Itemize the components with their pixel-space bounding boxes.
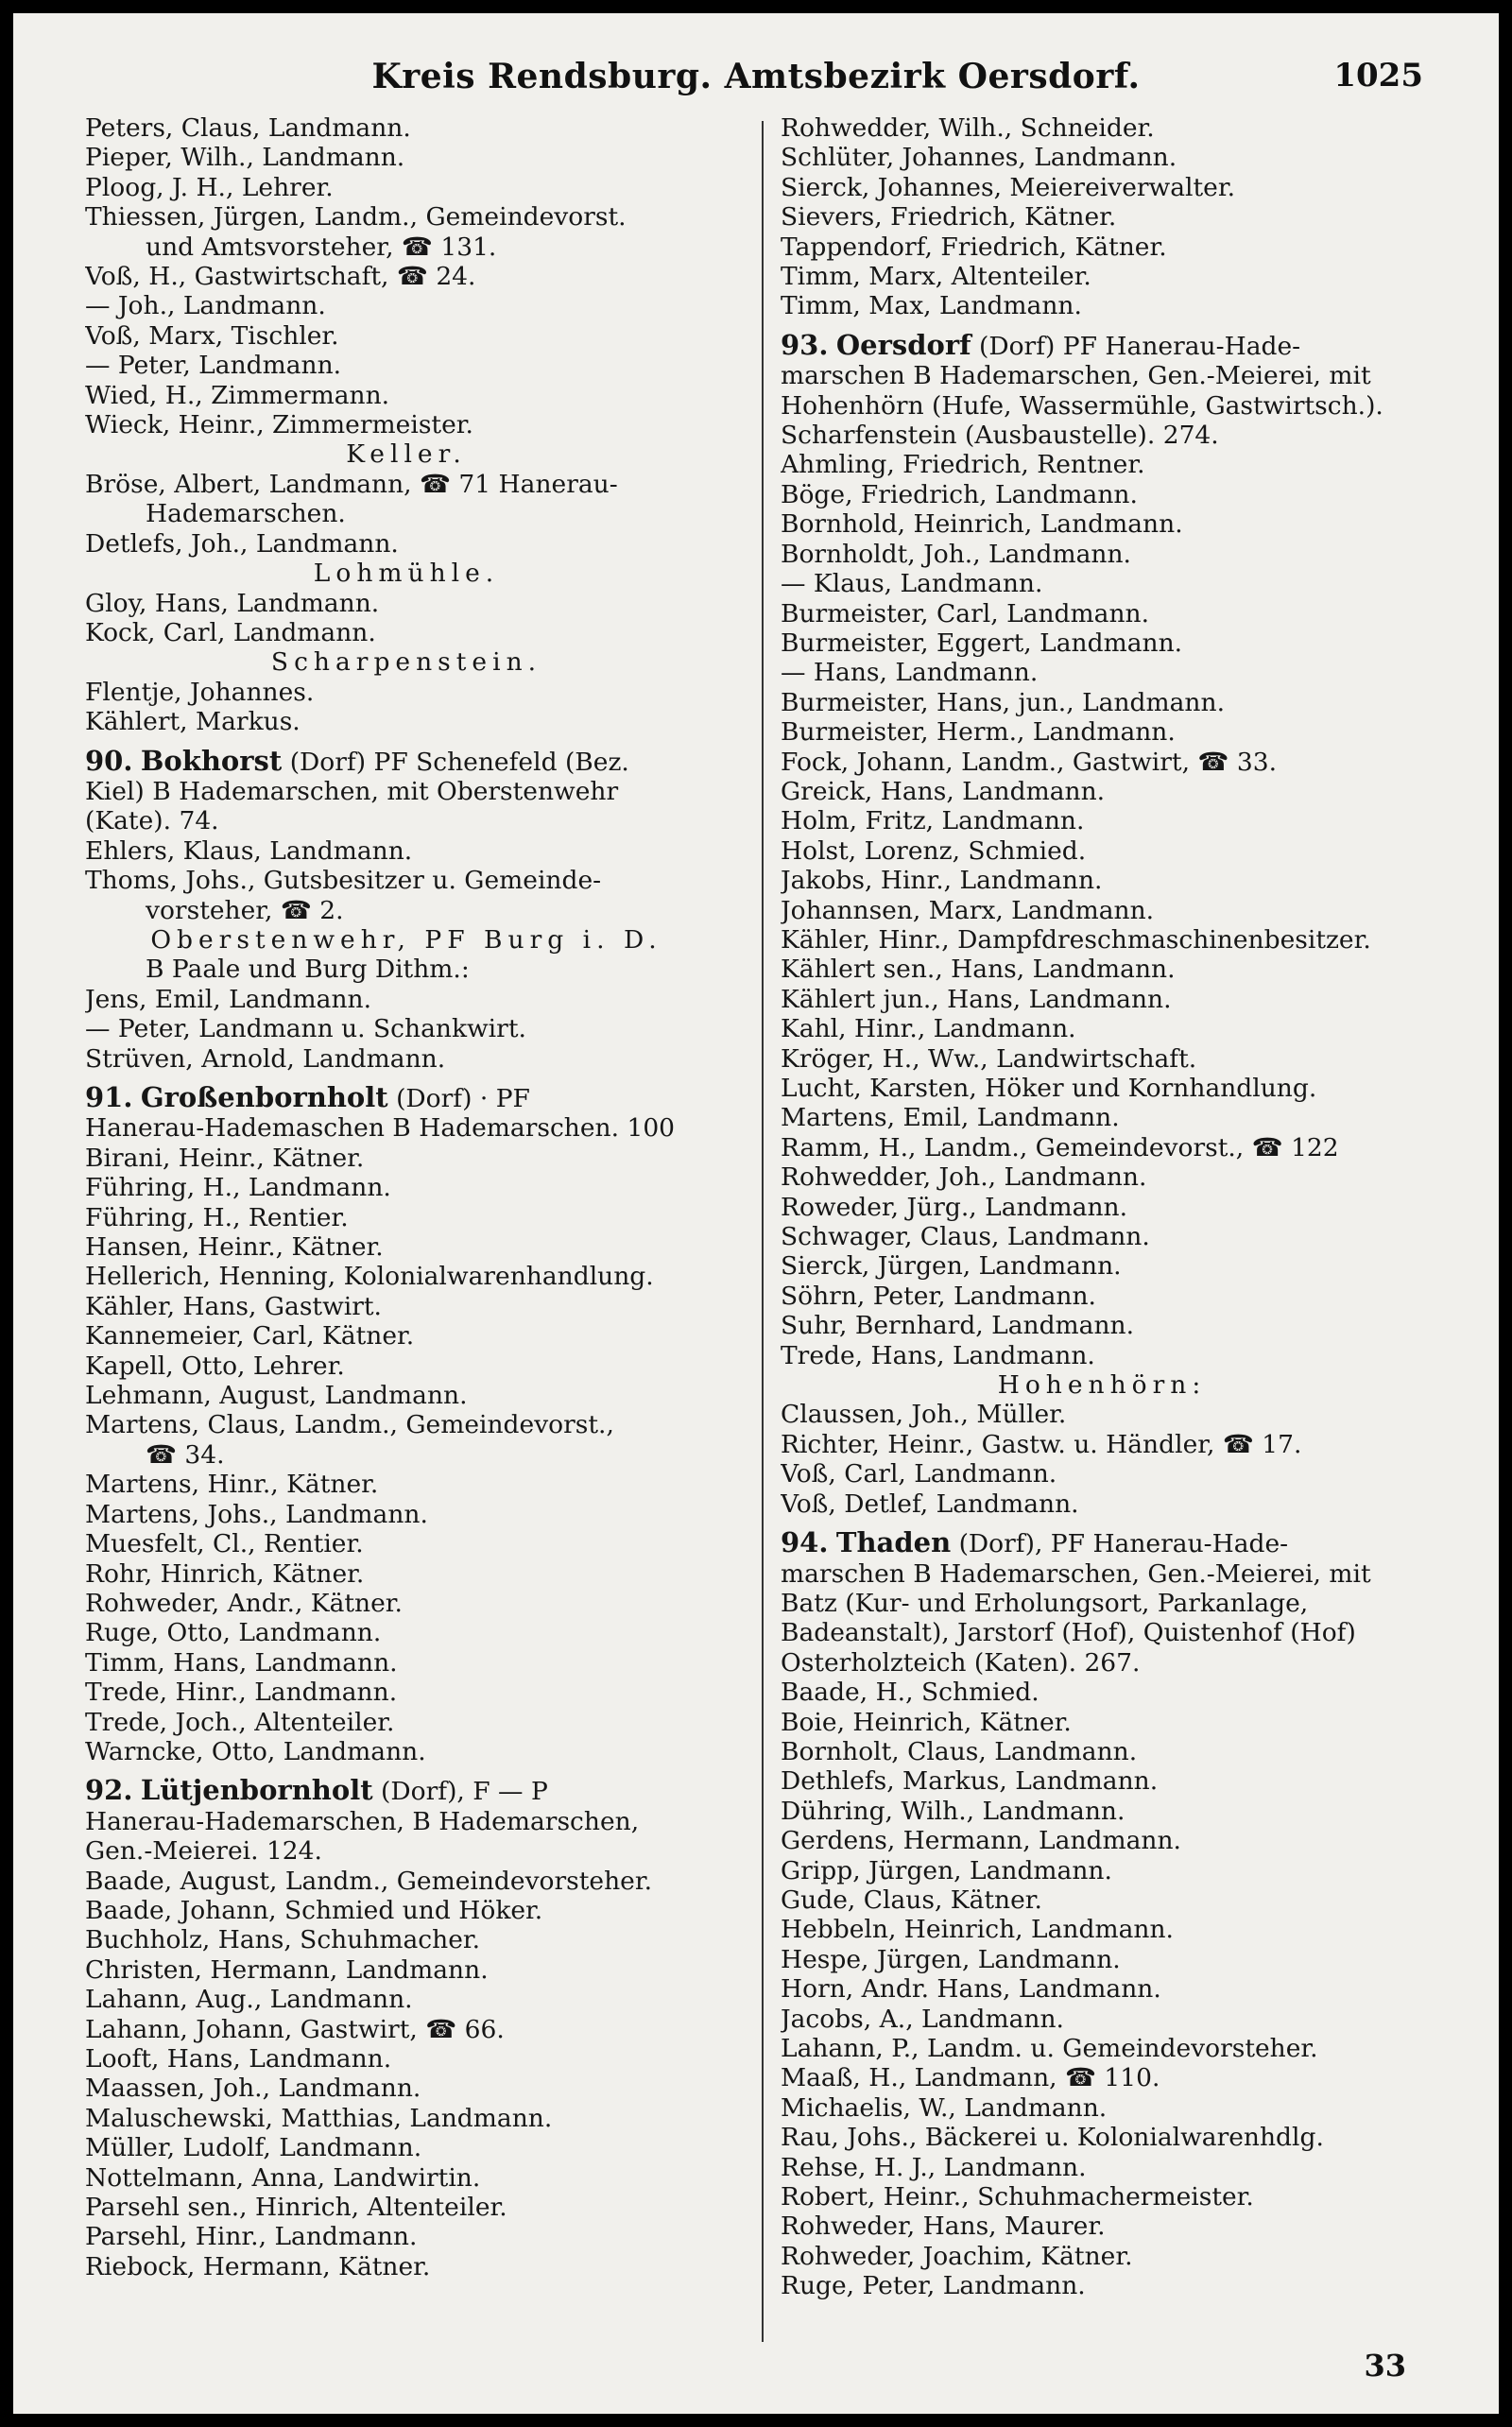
directory-entry: Lucht, Karsten, Höker und Kornhandlung. [781,1074,1317,1103]
directory-entry: Voß, Detlef, Landmann. [781,1489,1079,1519]
directory-entry: Müller, Ludolf, Landmann. [85,2133,422,2163]
directory-entry: Bornholt, Claus, Landmann. [781,1736,1138,1766]
locality-details: (Dorf), PF Hanerau-Hade- [951,1529,1289,1559]
entry-continuation: und Amtsvorsteher, ☎ 131. [146,232,497,262]
directory-entry: Boie, Heinrich, Kätner. [781,1707,1072,1737]
directory-entry: Hansen, Heinr., Kätner. [85,1232,384,1263]
directory-entry: Lahann, Aug., Landmann. [85,1985,413,2015]
directory-entry: Bröse, Albert, Landmann, ☎ 71 Hanerau- [85,469,618,499]
directory-entry: Baade, H., Schmied. [781,1678,1040,1708]
directory-entry: Gerdens, Hermann, Landmann. [781,1826,1181,1856]
directory-entry: Lahann, P., Landm. u. Gemeindevorsteher. [781,2034,1318,2063]
locality-name: Großenbornholt [140,1083,388,1113]
directory-entry: Führing, H., Landmann. [85,1173,391,1203]
directory-entry: Ehlers, Klaus, Landmann. [85,835,413,866]
locality-details: (Dorf) · PF [387,1084,530,1113]
directory-entry: Baade, August, Landm., Gemeindevorsteher. [85,1866,653,1896]
directory-entry: Kählert jun., Hans, Landmann. [781,984,1172,1014]
directory-entry: Burmeister, Hans, jun., Landmann. [781,687,1225,717]
directory-entry: Ploog, J. H., Lehrer. [85,172,334,202]
locality-number: 92. [85,1776,133,1807]
directory-entry: Voß, Carl, Landmann. [781,1459,1057,1489]
locality-name: Lütjenbornholt [140,1776,373,1807]
directory-entry: Birani, Heinr., Kätner. [85,1143,365,1173]
directory-entry: Kahl, Hinr., Landmann. [781,1014,1076,1044]
directory-entry: Timm, Marx, Altenteiler. [781,262,1091,292]
directory-entry: Warncke, Otto, Landmann. [85,1736,426,1766]
directory-entry: Looft, Hans, Landmann. [85,2044,392,2074]
directory-entry: Pieper, Wilh., Landmann. [85,143,405,173]
directory-entry: Maaß, H., Landmann, ☎ 110. [781,2063,1160,2093]
directory-entry: Martens, Johs., Landmann. [85,1499,428,1529]
directory-entry: Fock, Johann, Landm., Gastwirt, ☎ 33. [781,747,1278,777]
directory-entry: Kannemeier, Carl, Kätner. [85,1321,415,1351]
directory-entry: Christen, Hermann, Landmann. [85,1954,489,1985]
sub-locality-heading: Oberstenwehr, PF Burg i. D. [150,924,662,955]
directory-entry: Sievers, Friedrich, Kätner. [781,202,1117,232]
directory-entry: Martens, Hinr., Kätner. [85,1470,379,1500]
locality-details: (Dorf), F — P [372,1777,548,1807]
locality-heading [85,747,728,777]
directory-entry: Ruge, Peter, Landmann. [781,2271,1086,2301]
locality-name: Oersdorf [835,330,971,361]
directory-entry: Hebbeln, Heinrich, Landmann. [781,1915,1174,1945]
directory-entry: Maluschewski, Matthias, Landmann. [85,2103,553,2133]
directory-entry: Burmeister, Eggert, Landmann. [781,628,1183,658]
directory-entry: Peters, Claus, Landmann. [85,113,411,143]
directory-entry: — Peter, Landmann u. Schankwirt. [85,1014,526,1044]
entry-continuation: B Paale und Burg Dithm.: [146,955,470,985]
directory-entry: Bornholdt, Joh., Landmann. [781,539,1131,569]
locality-number: 90. [85,746,133,777]
sub-locality-heading: Hohenhörn: [997,1370,1207,1401]
directory-entry: (Kate). 74. [85,806,219,836]
directory-entry: Horn, Andr. Hans, Landmann. [781,1974,1161,2005]
directory-entry: Martens, Emil, Landmann. [781,1103,1120,1133]
directory-entry: Muesfelt, Cl., Rentier. [85,1529,364,1559]
directory-entry: Sierck, Johannes, Meiereiverwalter. [781,172,1236,202]
locality-number: 94. [781,1528,829,1559]
page-title: Kreis Rendsburg. Amtsbezirk Oersdorf. [371,57,1141,96]
locality-number: 91. [85,1083,133,1113]
directory-entry: Bornhold, Heinrich, Landmann. [781,509,1183,540]
directory-entry: Sierck, Jürgen, Landmann. [781,1251,1122,1282]
directory-entry: Ramm, H., Landm., Gemeindevorst., ☎ 122 [781,1132,1339,1162]
locality-details: (Dorf) PF Schenefeld (Bez. [282,747,629,777]
directory-entry: Flentje, Johannes. [85,677,315,707]
column-divider [762,121,764,2342]
directory-entry: Hespe, Jürgen, Landmann. [781,1944,1121,1974]
directory-entry: Maassen, Joh., Landmann. [85,2074,421,2104]
directory-entry: Lehmann, August, Landmann. [85,1381,468,1411]
directory-entry: Thoms, Johs., Gutsbesitzer u. Gemeinde- [85,866,602,896]
directory-entry: Hanerau-Hademarschen, B Hademarschen, [85,1806,640,1836]
directory-entry: Kählert sen., Hans, Landmann. [781,955,1176,985]
directory-entry: Wied, H., Zimmermann. [85,380,390,410]
sheet-signature: 33 [1364,2348,1406,2384]
directory-entry: Parsehl, Hinr., Landmann. [85,2222,418,2252]
sub-locality-heading: Scharpenstein. [270,647,542,678]
directory-entry: Führing, H., Rentier. [85,1202,349,1232]
directory-entry: Claussen, Joh., Müller. [781,1400,1067,1430]
locality-number: 93. [781,330,829,361]
directory-entry: Lahann, Johann, Gastwirt, ☎ 66. [85,2014,505,2044]
directory-entry: Rohweder, Hans, Maurer. [781,2212,1106,2242]
directory-entry: Osterholzteich (Katen). 267. [781,1647,1141,1678]
right-column [781,113,1423,2301]
directory-entry: Parsehl sen., Hinrich, Altenteiler. [85,2193,507,2223]
locality-name: Bokhorst [140,746,283,777]
directory-entry: — Klaus, Landmann. [781,569,1043,599]
directory-entry: Tappendorf, Friedrich, Kätner. [781,232,1167,262]
page-header [89,57,1423,110]
directory-entry: Robert, Heinr., Schuhmachermeister. [781,2182,1254,2212]
directory-entry: Badeanstalt), Jarstorf (Hof), Quistenhof (Hof) [781,1618,1356,1648]
sub-locality-heading: Lohmühle. [313,559,500,589]
directory-entry: Kröger, H., Ww., Landwirtschaft. [781,1043,1197,1074]
directory-entry: Buchholz, Hans, Schuhmacher. [85,1925,481,1955]
directory-entry: Kähler, Hinr., Dampfdreschmaschinenbesitzer. [781,924,1371,955]
locality-heading [781,331,1423,361]
directory-entry: Strüven, Arnold, Landmann. [85,1043,446,1074]
directory-entry: — Hans, Landmann. [781,658,1039,688]
directory-page [13,13,1499,2414]
directory-entry: Rohr, Hinrich, Kätner. [85,1558,365,1589]
locality-name: Thaden [835,1528,952,1559]
directory-entry: Suhr, Bernhard, Landmann. [781,1311,1135,1341]
directory-entry: Kähler, Hans, Gastwirt. [85,1291,382,1321]
directory-entry: Voß, H., Gastwirtschaft, ☎ 24. [85,262,476,292]
directory-entry: Kock, Carl, Landmann. [85,617,376,647]
directory-entry: Rohweder, Joachim, Kätner. [781,2241,1133,2271]
directory-entry: Timm, Max, Landmann. [781,291,1082,321]
directory-entry: Richter, Heinr., Gastw. u. Händler, ☎ 17. [781,1429,1302,1459]
directory-entry: Hohenhörn (Hufe, Wassermühle, Gastwirtsch.). [781,390,1383,421]
directory-entry: — Peter, Landmann. [85,351,342,381]
directory-entry: Ruge, Otto, Landmann. [85,1618,382,1648]
directory-entry: Gloy, Hans, Landmann. [85,588,380,618]
left-column [85,113,728,2281]
directory-entry: — Joh., Landmann. [85,291,326,321]
directory-entry: Riebock, Hermann, Kätner. [85,2251,431,2281]
directory-entry: Baade, Johann, Schmied und Höker. [85,1895,543,1925]
directory-entry: Rohwedder, Joh., Landmann. [781,1162,1147,1193]
locality-heading [781,1528,1423,1558]
directory-entry: Thiessen, Jürgen, Landm., Gemeindevorst. [85,202,627,232]
directory-entry: Dethlefs, Markus, Landmann. [781,1766,1159,1797]
directory-entry: Jens, Emil, Landmann. [85,984,372,1014]
page-number: 1025 [1333,57,1423,95]
directory-entry: Hellerich, Henning, Kolonialwarenhandlung. [85,1262,654,1292]
entry-continuation: Hademarschen. [146,499,346,529]
directory-entry: Gen.-Meierei. 124. [85,1836,322,1867]
locality-details: (Dorf) PF Hanerau-Hade- [971,331,1301,361]
directory-entry: Rau, Johs., Bäckerei u. Kolonialwarenhdlg. [781,2123,1324,2153]
directory-entry: Martens, Claus, Landm., Gemeindevorst., [85,1410,614,1440]
directory-entry: Ahmling, Friedrich, Rentner. [781,450,1145,480]
directory-entry: Greick, Hans, Landmann. [781,776,1106,806]
directory-entry: Gripp, Jürgen, Landmann. [781,1855,1112,1885]
directory-entry: Böge, Friedrich, Landmann. [781,479,1138,509]
directory-entry: Holm, Fritz, Landmann. [781,806,1085,836]
directory-entry: Kählert, Markus. [85,707,301,737]
entry-continuation: vorsteher, ☎ 2. [146,895,344,925]
directory-entry: Scharfenstein (Ausbaustelle). 274. [781,421,1219,451]
directory-entry: Kapell, Otto, Lehrer. [85,1351,345,1381]
directory-entry: Holst, Lorenz, Schmied. [781,835,1087,866]
directory-entry: Rehse, H. J., Landmann. [781,2152,1087,2182]
directory-entry: marschen B Hademarschen, Gen.-Meierei, mit [781,361,1371,391]
directory-entry: Trede, Hinr., Landmann. [85,1678,398,1708]
directory-entry: Roweder, Jürg., Landmann. [781,1192,1128,1222]
directory-entry: Jakobs, Hinr., Landmann. [781,866,1103,896]
locality-heading [85,1083,728,1113]
directory-entry: Gude, Claus, Kätner. [781,1885,1042,1915]
directory-entry: Schwager, Claus, Landmann. [781,1222,1150,1252]
directory-entry: Burmeister, Carl, Landmann. [781,598,1150,628]
directory-entry: Dühring, Wilh., Landmann. [781,1796,1125,1826]
directory-entry: Wieck, Heinr., Zimmermeister. [85,410,473,440]
directory-entry: Hanerau-Hademaschen B Hademarschen. 100 [85,1113,676,1144]
directory-entry: Jacobs, A., Landmann. [781,2004,1064,2034]
directory-entry: Trede, Joch., Altenteiler. [85,1707,395,1737]
entry-continuation: ☎ 34. [146,1439,225,1470]
directory-entry: marschen B Hademarschen, Gen.-Meierei, mit [781,1558,1371,1589]
directory-entry: Timm, Hans, Landmann. [85,1647,398,1678]
directory-entry: Rohwedder, Wilh., Schneider. [781,113,1155,143]
directory-entry: Johannsen, Marx, Landmann. [781,895,1155,925]
directory-entry: Rohweder, Andr., Kätner. [85,1588,403,1618]
directory-entry: Söhrn, Peter, Landmann. [781,1281,1096,1311]
locality-heading [85,1776,728,1806]
directory-entry: Michaelis, W., Landmann. [781,2092,1108,2123]
directory-entry: Schlüter, Johannes, Landmann. [781,143,1177,173]
directory-entry: Burmeister, Herm., Landmann. [781,717,1176,748]
directory-entry: Trede, Hans, Landmann. [781,1340,1095,1370]
sub-locality-heading: Keller. [346,439,467,470]
directory-entry: Detlefs, Joh., Landmann. [85,528,399,559]
directory-entry: Voß, Marx, Tischler. [85,320,339,351]
directory-entry: Nottelmann, Anna, Landwirtin. [85,2162,481,2193]
directory-entry: Batz (Kur- und Erholungsort, Parkanlage, [781,1588,1309,1618]
directory-entry: Kiel) B Hademarschen, mit Oberstenwehr [85,776,619,806]
